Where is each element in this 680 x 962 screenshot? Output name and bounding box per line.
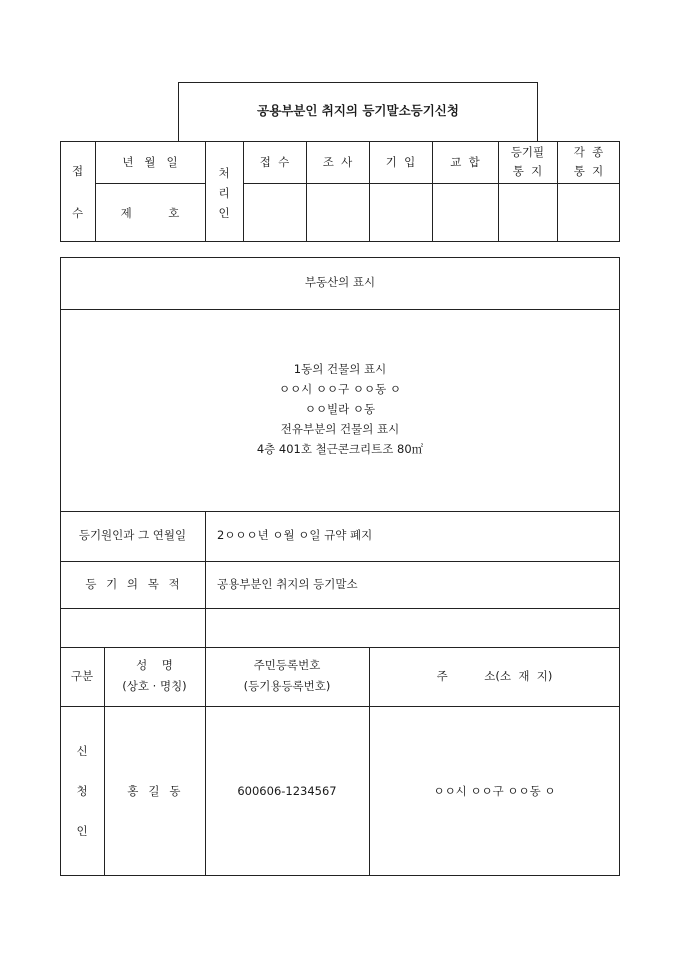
cause-value: 2ㅇㅇㅇ년 ㅇ월 ㅇ일 규약 폐지 [217,528,373,542]
column-notice1-line2: 통 지 [512,164,543,178]
applicant-address: ㅇㅇ시 ㅇㅇ구 ㅇㅇ동 ㅇ [433,784,556,798]
reception-number-label: 제 호 [120,206,180,220]
header-idnum-line2: (등기용등록번호) [243,679,331,693]
page-title: 공용부분인 취지의 등기말소등기신청 [257,103,459,118]
property-header: 부동산의 표시 [304,275,376,289]
cheori-char-2: 리 [218,186,230,200]
applicant-label-char-3: 인 [76,824,88,838]
applicant-label-char-2: 청 [76,784,88,798]
header-gubun: 구분 [70,669,94,683]
property-line-1: 1동의 건물의 표시 [293,362,387,376]
header-name-line1: 성 명 [136,658,173,672]
header-address: 주 소(소 재 지) [436,669,553,683]
purpose-label: 등 기 의 목 적 [85,577,180,591]
header-name-line2: (상호 · 명칭) [122,679,187,693]
property-line-3: ㅇㅇ빌라 ㅇ동 [304,402,376,416]
column-josa: 조 사 [322,155,353,169]
applicant-name: 홍 길 동 [127,784,182,798]
column-jeopsu: 접 수 [259,155,290,169]
reception-label-su: 수 [71,206,84,220]
property-line-5: 4층 401호 철근콘크리트조 80㎡ [256,442,424,456]
cause-label: 등기원인과 그 연월일 [78,528,187,542]
column-gyohap: 교 합 [450,155,480,169]
purpose-value: 공용부분인 취지의 등기말소 [217,577,358,591]
column-notice2-line1: 각 종 [573,145,604,159]
cheori-char-3: 인 [218,206,230,220]
property-line-2: ㅇㅇ시 ㅇㅇ구 ㅇㅇ동 ㅇ [278,382,402,396]
reception-date-label: 년 월 일 [122,155,178,169]
property-line-4: 전유부분의 건물의 표시 [280,422,400,436]
header-idnum-line1: 주민등록번호 [253,658,321,672]
cheori-char-1: 처 [218,166,230,180]
applicant-idnum: 600606-1234567 [237,784,337,798]
column-notice2-line2: 통 지 [573,164,604,178]
reception-label-jeop: 접 [71,164,84,178]
applicant-label-char-1: 신 [76,744,88,758]
column-giip: 기 입 [385,155,416,169]
column-notice1-line1: 등기필 [510,145,545,159]
